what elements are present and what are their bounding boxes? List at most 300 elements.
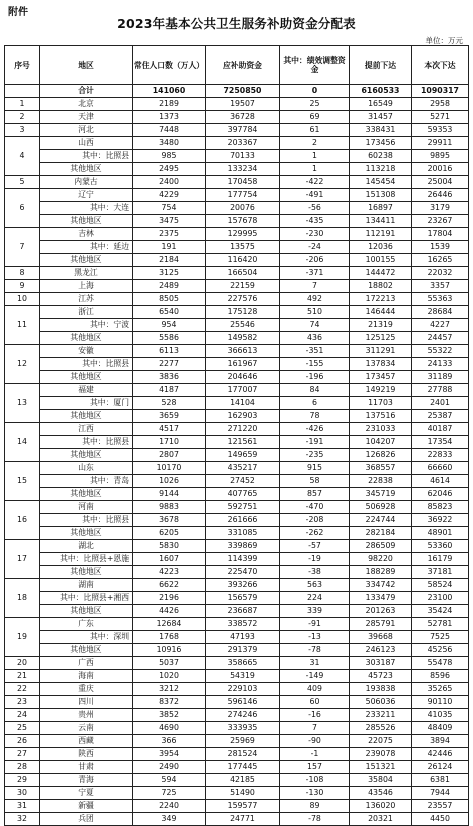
performance-cell: -108 (280, 774, 350, 787)
table-row (5, 657, 469, 670)
current-cell: 29911 (412, 137, 469, 150)
region-cell: 辽宁 (40, 189, 133, 202)
table-row (5, 111, 469, 124)
population-cell: 3836 (133, 371, 206, 384)
advance-cell: 233211 (350, 709, 412, 722)
subsidy-cell: 14104 (206, 397, 280, 410)
current-cell: 27788 (412, 384, 469, 397)
population-cell: 2489 (133, 280, 206, 293)
performance-cell: -235 (280, 449, 350, 462)
performance-cell: -426 (280, 423, 350, 436)
current-cell: 90110 (412, 696, 469, 709)
advance-cell: 151308 (350, 189, 412, 202)
region-cell: 宁夏 (40, 787, 133, 800)
population-cell: 4426 (133, 605, 206, 618)
current-cell: 16179 (412, 553, 469, 566)
advance-cell: 104207 (350, 436, 412, 449)
subsidy-cell: 161967 (206, 358, 280, 371)
region-cell: 海南 (40, 670, 133, 683)
subsidy-cell: 333935 (206, 722, 280, 735)
table-row (5, 371, 469, 384)
population-cell: 4690 (133, 722, 206, 735)
population-cell: 191 (133, 241, 206, 254)
performance-cell: -491 (280, 189, 350, 202)
region-cell: 重庆 (40, 683, 133, 696)
current-cell: 24133 (412, 358, 469, 371)
column-header: 本次下达 (412, 46, 469, 85)
seq-cell: 17 (5, 540, 40, 579)
population-cell: 1710 (133, 436, 206, 449)
population-cell: 6540 (133, 306, 206, 319)
advance-cell: 22838 (350, 475, 412, 488)
advance-cell: 188289 (350, 566, 412, 579)
region-cell: 甘肃 (40, 761, 133, 774)
region-cell: 其中：延边 (40, 241, 133, 254)
advance-cell: 144472 (350, 267, 412, 280)
advance-cell: 21319 (350, 319, 412, 332)
table-row (5, 527, 469, 540)
population-cell: 4223 (133, 566, 206, 579)
current-cell: 16265 (412, 254, 469, 267)
performance-cell: 157 (280, 761, 350, 774)
current-cell: 2401 (412, 397, 469, 410)
current-cell: 7944 (412, 787, 469, 800)
performance-cell: -90 (280, 735, 350, 748)
subsidy-cell: 281524 (206, 748, 280, 761)
seq-cell: 27 (5, 748, 40, 761)
subsidy-cell: 435217 (206, 462, 280, 475)
region-cell: 山东 (40, 462, 133, 475)
subsidy-cell: 177445 (206, 761, 280, 774)
table-row (5, 241, 469, 254)
advance-cell: 45723 (350, 670, 412, 683)
table-row (5, 280, 469, 293)
advance-cell: 145454 (350, 176, 412, 189)
seq-cell: 18 (5, 579, 40, 618)
performance-cell: 563 (280, 579, 350, 592)
table-row (5, 540, 469, 553)
table-row (5, 176, 469, 189)
performance-cell: -206 (280, 254, 350, 267)
table-row (5, 722, 469, 735)
population-cell: 528 (133, 397, 206, 410)
population-cell: 954 (133, 319, 206, 332)
population-cell: 3954 (133, 748, 206, 761)
population-cell: 725 (133, 787, 206, 800)
performance-cell: -78 (280, 644, 350, 657)
current-cell: 9895 (412, 150, 469, 163)
performance-cell: -230 (280, 228, 350, 241)
column-header: 提前下达 (350, 46, 412, 85)
region-cell: 贵州 (40, 709, 133, 722)
subsidy-cell: 170458 (206, 176, 280, 189)
seq-cell: 24 (5, 709, 40, 722)
region-cell: 北京 (40, 98, 133, 111)
seq-cell: 16 (5, 501, 40, 540)
current-cell: 85823 (412, 501, 469, 514)
current-cell: 3894 (412, 735, 469, 748)
current-cell: 52781 (412, 618, 469, 631)
performance-cell: 339 (280, 605, 350, 618)
region-cell: 浙江 (40, 306, 133, 319)
advance-cell: 345719 (350, 488, 412, 501)
current-cell: 4227 (412, 319, 469, 332)
current-cell: 55322 (412, 345, 469, 358)
table-row (5, 618, 469, 631)
subsidy-cell: 331085 (206, 527, 280, 540)
table-row (5, 384, 469, 397)
performance-cell: -1 (280, 748, 350, 761)
seq-cell: 31 (5, 800, 40, 813)
performance-cell: 915 (280, 462, 350, 475)
region-cell: 河北 (40, 124, 133, 137)
column-header: 其中：绩效调整资金 (280, 46, 350, 85)
subsidy-cell: 24771 (206, 813, 280, 826)
region-cell: 其他地区 (40, 332, 133, 345)
current-cell: 55363 (412, 293, 469, 306)
subsidy-cell: 36728 (206, 111, 280, 124)
table-row (5, 514, 469, 527)
region-cell: 其他地区 (40, 605, 133, 618)
advance-cell: 60238 (350, 150, 412, 163)
table-row (5, 631, 469, 644)
subsidy-cell: 274246 (206, 709, 280, 722)
subsidy-cell: 236687 (206, 605, 280, 618)
population-cell: 3212 (133, 683, 206, 696)
subsidy-cell: 177007 (206, 384, 280, 397)
region-cell: 其他地区 (40, 566, 133, 579)
population-cell: 9883 (133, 501, 206, 514)
performance-cell: 84 (280, 384, 350, 397)
performance-cell: -262 (280, 527, 350, 540)
table-row (5, 358, 469, 371)
region-cell: 广西 (40, 657, 133, 670)
current-cell: 42446 (412, 748, 469, 761)
table-row (5, 501, 469, 514)
population-cell: 7448 (133, 124, 206, 137)
current-cell: 8596 (412, 670, 469, 683)
region-cell: 云南 (40, 722, 133, 735)
seq-cell: 7 (5, 228, 40, 267)
table-row (5, 462, 469, 475)
total-row (5, 85, 469, 98)
subsidy-cell: 271220 (206, 423, 280, 436)
population-cell: 2277 (133, 358, 206, 371)
seq-cell: 20 (5, 657, 40, 670)
subsidy-table (4, 45, 469, 826)
advance-cell: 11703 (350, 397, 412, 410)
table-row (5, 670, 469, 683)
performance-cell: -13 (280, 631, 350, 644)
current-cell: 1539 (412, 241, 469, 254)
population-cell: 6113 (133, 345, 206, 358)
region-cell: 青海 (40, 774, 133, 787)
table-row (5, 137, 469, 150)
advance-cell: 137516 (350, 410, 412, 423)
performance-cell: -351 (280, 345, 350, 358)
subsidy-cell: 47193 (206, 631, 280, 644)
region-cell: 内蒙古 (40, 176, 133, 189)
table-row (5, 306, 469, 319)
population-cell: 6205 (133, 527, 206, 540)
advance-cell: 151321 (350, 761, 412, 774)
seq-cell: 28 (5, 761, 40, 774)
region-cell: 其他地区 (40, 449, 133, 462)
population-cell: 1020 (133, 670, 206, 683)
performance-cell: -24 (280, 241, 350, 254)
subsidy-cell: 227576 (206, 293, 280, 306)
region-cell: 其他地区 (40, 163, 133, 176)
table-row (5, 748, 469, 761)
performance-cell: 69 (280, 111, 350, 124)
performance-cell: 61 (280, 124, 350, 137)
advance-cell: 172213 (350, 293, 412, 306)
advance-cell: 31457 (350, 111, 412, 124)
advance-cell: 39668 (350, 631, 412, 644)
current-cell: 55478 (412, 657, 469, 670)
subsidy-cell: 22159 (206, 280, 280, 293)
current-cell: 48901 (412, 527, 469, 540)
seq-cell: 25 (5, 722, 40, 735)
current-cell: 20016 (412, 163, 469, 176)
seq-cell: 12 (5, 345, 40, 384)
region-cell: 黑龙江 (40, 267, 133, 280)
current-cell: 23100 (412, 592, 469, 605)
subsidy-cell: 162903 (206, 410, 280, 423)
population-cell: 4229 (133, 189, 206, 202)
seq-cell: 5 (5, 176, 40, 189)
table-row (5, 644, 469, 657)
current-cell: 3179 (412, 202, 469, 215)
performance-cell: -57 (280, 540, 350, 553)
table-row (5, 215, 469, 228)
subsidy-cell: 70133 (206, 150, 280, 163)
population-cell: 2400 (133, 176, 206, 189)
total-seq (5, 85, 40, 98)
table-row (5, 293, 469, 306)
population-cell: 2375 (133, 228, 206, 241)
advance-cell: 246123 (350, 644, 412, 657)
current-cell: 59353 (412, 124, 469, 137)
population-cell: 754 (133, 202, 206, 215)
seq-cell: 21 (5, 670, 40, 683)
performance-cell: 7 (280, 722, 350, 735)
total-subsidy: 7250850 (206, 85, 280, 98)
population-cell: 1026 (133, 475, 206, 488)
subsidy-cell: 116420 (206, 254, 280, 267)
population-cell: 2495 (133, 163, 206, 176)
advance-cell: 100155 (350, 254, 412, 267)
current-cell: 23557 (412, 800, 469, 813)
region-cell: 其他地区 (40, 215, 133, 228)
table-row (5, 345, 469, 358)
column-header: 地区 (40, 46, 133, 85)
table-row (5, 449, 469, 462)
seq-cell: 13 (5, 384, 40, 423)
table-row (5, 696, 469, 709)
advance-cell: 113218 (350, 163, 412, 176)
region-cell: 四川 (40, 696, 133, 709)
subsidy-cell: 407765 (206, 488, 280, 501)
total-region: 合计 (40, 85, 133, 98)
table-row (5, 787, 469, 800)
region-cell: 上海 (40, 280, 133, 293)
population-cell: 10170 (133, 462, 206, 475)
current-cell: 24457 (412, 332, 469, 345)
subsidy-cell: 157678 (206, 215, 280, 228)
current-cell: 25387 (412, 410, 469, 423)
subsidy-cell: 25546 (206, 319, 280, 332)
performance-cell: 224 (280, 592, 350, 605)
table-row (5, 163, 469, 176)
advance-cell: 506928 (350, 501, 412, 514)
population-cell: 6622 (133, 579, 206, 592)
population-cell: 366 (133, 735, 206, 748)
region-cell: 其中：大连 (40, 202, 133, 215)
seq-cell: 4 (5, 137, 40, 176)
seq-cell: 8 (5, 267, 40, 280)
subsidy-cell: 338572 (206, 618, 280, 631)
advance-cell: 146444 (350, 306, 412, 319)
subsidy-cell: 51490 (206, 787, 280, 800)
region-cell: 其他地区 (40, 371, 133, 384)
subsidy-cell: 159577 (206, 800, 280, 813)
table-header-row (5, 46, 469, 85)
population-cell: 4187 (133, 384, 206, 397)
current-cell: 48409 (412, 722, 469, 735)
subsidy-cell: 393266 (206, 579, 280, 592)
current-cell: 7525 (412, 631, 469, 644)
table-row (5, 202, 469, 215)
subsidy-cell: 204646 (206, 371, 280, 384)
population-cell: 3125 (133, 267, 206, 280)
advance-cell: 20321 (350, 813, 412, 826)
population-cell: 3475 (133, 215, 206, 228)
population-cell: 3480 (133, 137, 206, 150)
advance-cell: 285791 (350, 618, 412, 631)
performance-cell: -208 (280, 514, 350, 527)
table-row (5, 410, 469, 423)
region-cell: 吉林 (40, 228, 133, 241)
advance-cell: 506036 (350, 696, 412, 709)
table-row (5, 800, 469, 813)
advance-cell: 133479 (350, 592, 412, 605)
advance-cell: 303187 (350, 657, 412, 670)
total-population: 141060 (133, 85, 206, 98)
population-cell: 3678 (133, 514, 206, 527)
seq-cell: 14 (5, 423, 40, 462)
population-cell: 3659 (133, 410, 206, 423)
table-row (5, 150, 469, 163)
current-cell: 37181 (412, 566, 469, 579)
table-row (5, 98, 469, 111)
current-cell: 17354 (412, 436, 469, 449)
table-row (5, 319, 469, 332)
population-cell: 2189 (133, 98, 206, 111)
performance-cell: 25 (280, 98, 350, 111)
current-cell: 41035 (412, 709, 469, 722)
region-cell: 江苏 (40, 293, 133, 306)
region-cell: 西藏 (40, 735, 133, 748)
seq-cell: 22 (5, 683, 40, 696)
region-cell: 其中：比照县+恩施 (40, 553, 133, 566)
subsidy-cell: 166504 (206, 267, 280, 280)
advance-cell: 193838 (350, 683, 412, 696)
region-cell: 其他地区 (40, 488, 133, 501)
performance-cell: -91 (280, 618, 350, 631)
current-cell: 26124 (412, 761, 469, 774)
population-cell: 2240 (133, 800, 206, 813)
seq-cell: 23 (5, 696, 40, 709)
seq-cell: 32 (5, 813, 40, 826)
seq-cell: 9 (5, 280, 40, 293)
current-cell: 6381 (412, 774, 469, 787)
performance-cell: 436 (280, 332, 350, 345)
region-cell: 湖南 (40, 579, 133, 592)
population-cell: 349 (133, 813, 206, 826)
advance-cell: 224744 (350, 514, 412, 527)
population-cell: 3852 (133, 709, 206, 722)
performance-cell: 409 (280, 683, 350, 696)
population-cell: 985 (133, 150, 206, 163)
seq-cell: 3 (5, 124, 40, 137)
subsidy-cell: 203367 (206, 137, 280, 150)
region-cell: 其中：比照县 (40, 514, 133, 527)
table-row (5, 761, 469, 774)
column-header: 序号 (5, 46, 40, 85)
performance-cell: -130 (280, 787, 350, 800)
unit-label: 单位：万元 (425, 36, 463, 45)
subsidy-cell: 366613 (206, 345, 280, 358)
subsidy-cell: 133234 (206, 163, 280, 176)
advance-cell: 126826 (350, 449, 412, 462)
performance-cell: 31 (280, 657, 350, 670)
subsidy-cell: 121561 (206, 436, 280, 449)
current-cell: 26446 (412, 189, 469, 202)
current-cell: 2958 (412, 98, 469, 111)
advance-cell: 149219 (350, 384, 412, 397)
advance-cell: 338431 (350, 124, 412, 137)
subsidy-cell: 19507 (206, 98, 280, 111)
advance-cell: 173457 (350, 371, 412, 384)
performance-cell: 1 (280, 150, 350, 163)
performance-cell: -371 (280, 267, 350, 280)
region-cell: 其中：比照县+湘西 (40, 592, 133, 605)
region-cell: 其他地区 (40, 254, 133, 267)
population-cell: 8372 (133, 696, 206, 709)
current-cell: 62046 (412, 488, 469, 501)
current-cell: 66660 (412, 462, 469, 475)
advance-cell: 282184 (350, 527, 412, 540)
subsidy-cell: 149582 (206, 332, 280, 345)
population-cell: 1373 (133, 111, 206, 124)
population-cell: 2490 (133, 761, 206, 774)
advance-cell: 173456 (350, 137, 412, 150)
advance-cell: 285526 (350, 722, 412, 735)
performance-cell: -155 (280, 358, 350, 371)
region-cell: 其中：深圳 (40, 631, 133, 644)
population-cell: 8505 (133, 293, 206, 306)
seq-cell: 29 (5, 774, 40, 787)
seq-cell: 2 (5, 111, 40, 124)
subsidy-cell: 225470 (206, 566, 280, 579)
seq-cell: 19 (5, 618, 40, 657)
current-cell: 22833 (412, 449, 469, 462)
performance-cell: -435 (280, 215, 350, 228)
advance-cell: 112191 (350, 228, 412, 241)
table-row (5, 254, 469, 267)
advance-cell: 43546 (350, 787, 412, 800)
